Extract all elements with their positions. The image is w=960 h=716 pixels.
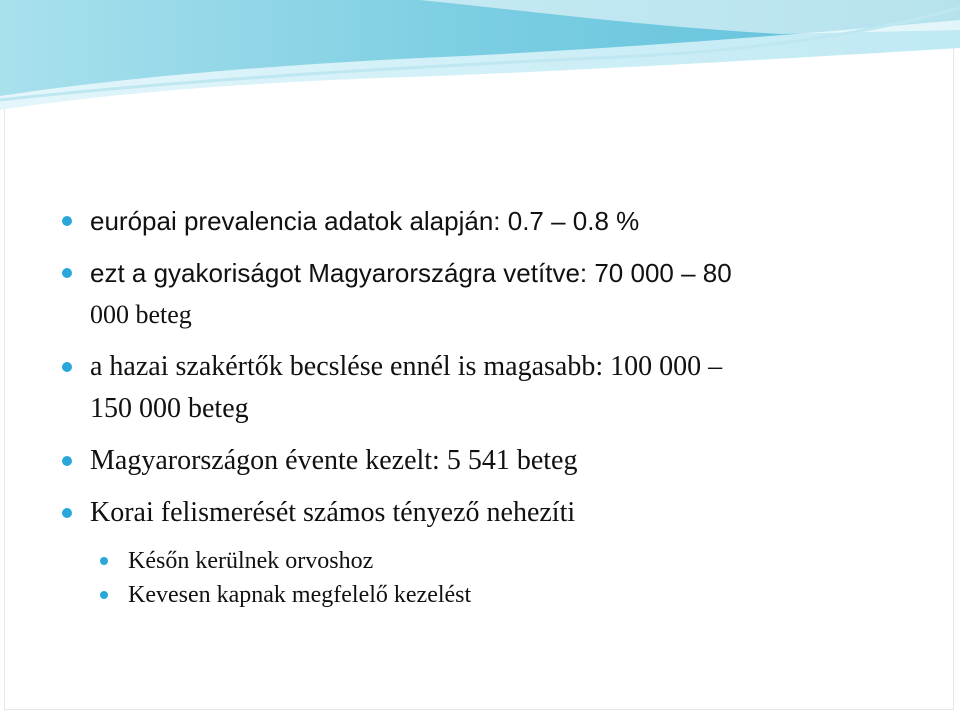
bullet-text: ezt a gyakoriságot Magyarországra vetítve: 70 000 – 80 — [90, 258, 732, 288]
bullet-dot-icon — [62, 362, 72, 372]
bullet-treated-patients — [62, 440, 882, 482]
bullet-dot-icon — [62, 216, 72, 226]
sub-bullet-list — [62, 544, 882, 612]
bullet-text: Magyarországon évente kezelt: 5 541 beteg — [90, 445, 578, 476]
bullet-prevalence — [62, 200, 882, 242]
bullet-dot-icon — [62, 508, 72, 518]
bullet-text: a hazai szakértők becslése ennél is magasabb: 100 000 – — [90, 351, 723, 382]
bullet-projection — [62, 252, 882, 336]
bullet-expert-estimate — [62, 346, 882, 430]
sub-bullet-late-doctor — [100, 544, 882, 578]
sub-bullet-text: Kevesen kapnak megfelelő kezelést — [128, 582, 472, 608]
bullet-text: Korai felismerését számos tényező nehezíti — [90, 497, 576, 528]
sub-bullet-dot-icon — [100, 557, 108, 565]
slide-content — [62, 200, 882, 612]
bullet-dot-icon — [62, 456, 72, 466]
sub-bullet-text: Későn kerülnek orvoshoz — [128, 548, 374, 574]
bullet-text-continued: 150 000 beteg — [90, 393, 249, 424]
header-wave-decoration — [0, 0, 960, 120]
bullet-text-continued: 000 beteg — [90, 300, 192, 329]
sub-bullet-dot-icon — [100, 591, 108, 599]
sub-bullet-few-treated — [100, 578, 882, 612]
bullet-text: európai prevalencia adatok alapján: 0.7 – 0.8 % — [90, 206, 640, 236]
bullet-list — [62, 200, 882, 534]
bullet-dot-icon — [62, 268, 72, 278]
bullet-early-detection — [62, 492, 882, 534]
